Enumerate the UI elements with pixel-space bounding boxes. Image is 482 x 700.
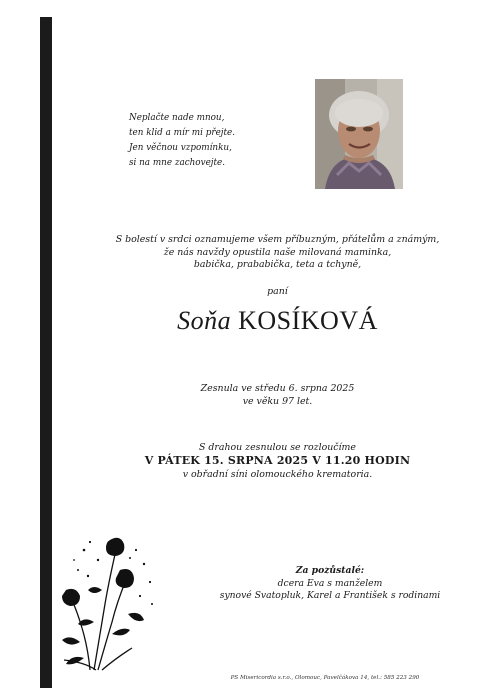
death-info bbox=[80, 382, 475, 408]
announcement-line: S bolestí v srdci oznamujeme všem příbuzným, přátelům a známým, bbox=[115, 234, 440, 245]
survivor-line: synové Svatopluk, Karel a František s rodinami bbox=[219, 590, 441, 601]
survivors-heading: Za pozůstalé: bbox=[295, 565, 365, 576]
poem-line: Neplačte nade mnou, bbox=[129, 113, 225, 123]
deceased-photo bbox=[315, 79, 403, 189]
portrait-image bbox=[315, 79, 403, 189]
survivor-line: dcera Eva s manželem bbox=[277, 577, 383, 589]
last-name: KOSÍKOVÁ bbox=[238, 306, 378, 335]
survivors bbox=[190, 565, 470, 603]
funeral-service-footer: PS Misericordia s.r.o., Olomouc, Pavelčákova 14, tel.: 585 223 290 bbox=[230, 675, 420, 681]
poem bbox=[129, 111, 235, 171]
farewell-intro: S drahou zesnulou se rozloučíme bbox=[199, 442, 356, 453]
announcement-line: že nás navždy opustila naše milovaná maminka, bbox=[163, 246, 392, 258]
poem-line: Jen věčnou vzpomínku, bbox=[129, 143, 232, 153]
mourning-bar bbox=[40, 17, 52, 688]
flowers-illustration bbox=[54, 530, 164, 675]
announcement-text bbox=[80, 234, 475, 272]
farewell-place: v obřadní síni olomouckého krematoria. bbox=[182, 469, 373, 480]
death-date: Zesnula ve středu 6. srpna 2025 bbox=[200, 383, 355, 394]
poem-line: si na mne zachovejte. bbox=[129, 158, 226, 168]
honorific: paní bbox=[267, 286, 288, 297]
death-age: ve věku 97 let. bbox=[242, 396, 313, 407]
first-name: Soňa bbox=[177, 306, 232, 335]
deceased-name bbox=[80, 306, 475, 336]
poem-line: ten klid a mír mi přejte. bbox=[129, 128, 236, 138]
farewell-info bbox=[80, 441, 475, 481]
roses-icon bbox=[54, 530, 164, 675]
announcement-line: babička, prababička, teta a tchyně, bbox=[193, 259, 362, 270]
farewell-datetime: V PÁTEK 15. SRPNA 2025 V 11.20 HODIN bbox=[144, 454, 411, 467]
